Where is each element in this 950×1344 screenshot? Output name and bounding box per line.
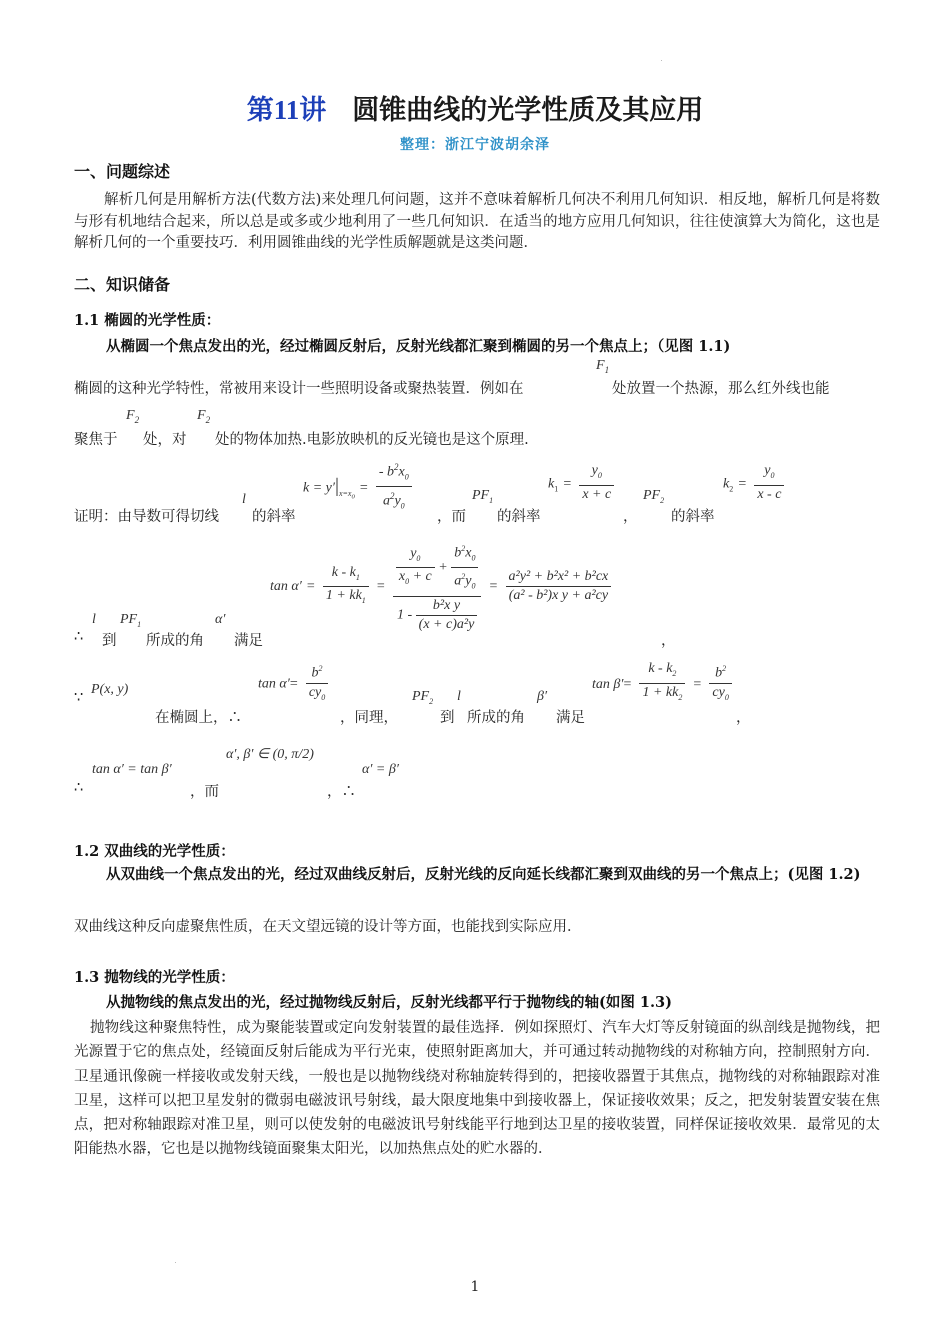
formula-tan-alpha-result: tan α′= $\frac{b^2}{cy_0}$ — [258, 660, 331, 706]
lecture-name: 圆锥曲线的光学性质及其应用 — [352, 95, 704, 126]
proof-text-d: 的斜率 — [497, 509, 541, 525]
formula-alpha-equals-beta: α′ = β′ — [362, 762, 399, 777]
math-l: l — [457, 689, 461, 704]
proof-text-c: ，而 — [437, 509, 466, 525]
math-F1: $F_1$ — [596, 358, 610, 375]
formula-angle-range: α′, β′ ∈ (0, π/2) — [226, 747, 314, 762]
similarly-text: ，同理， — [340, 710, 398, 726]
math-F2: $F_2$ — [126, 408, 140, 425]
math-P: P(x, y) — [91, 682, 129, 697]
decorative-dot — [661, 60, 662, 61]
decorative-dot — [175, 1262, 176, 1263]
parabola-statement: 从抛物线的焦点发出的光，经过抛物线反射后，反射光线都平行于抛物线的轴(如图 1.3) — [106, 994, 672, 1011]
satisfy-text: 满足 — [556, 710, 585, 726]
lecture-number: 第11讲 — [246, 95, 327, 125]
math-l: l — [242, 492, 246, 507]
page-number: 1 — [470, 1279, 480, 1295]
ellipse-line-1a: 椭圆的这种光学特性，常被用来设计一些照明设备或聚热装置．例如在 — [74, 381, 524, 397]
section-heading-1: 一、问题综述 — [74, 162, 171, 181]
math-F2: $F_2$ — [197, 408, 211, 425]
formula-tangent-slope: $k = y'|_{x=x_0}$ = $\frac{- b^2x_0}{a^2y_0}$ — [303, 458, 415, 516]
parabola-body: 抛物线这种聚焦特性，成为聚能装置或定向发射装置的最佳选择．例如探照灯、汽车大灯等反射镜面的纵剖线是抛物线，把光源置于它的焦点处，经镜面反射后能成为平行光束，使照射距离加大，并可通过转动抛物线的对称轴方向，控制照射方向．卫星通讯像碗一样接收或发射天线，一般也是以抛物线绕对称轴旋转得到的，把接收器置于其焦点，抛物线的对称轴跟踪对准卫星，这样可以把卫星发射的微弱电磁波讯号射线，最大限度地集中到接收器上，保证接收效果；反之，把发射装置安装在焦点，把对称轴跟踪对准卫星，则可以使发射的电磁波讯号射线能平行地到达卫星的接收装置，同样保证接收效果．最常见的太阳能热水器，它也是以抛物线镜面聚集太阳光，以加热焦点处的贮水器的． — [74, 1020, 880, 1158]
subtitle: 整理：浙江宁波胡余泽 — [400, 137, 550, 153]
math-PF1: $PF_1$ — [472, 488, 494, 505]
formula-tan-beta: tan β′= $\frac{k - k_2}{1 + kk_2}$ = $\frac{b^2}{cy_0}$ — [592, 660, 735, 707]
therefore-3: ，∴ — [327, 784, 356, 800]
because-symbol: ∵ — [74, 690, 84, 706]
ellipse-line-2c: 处的物体加热.电影放映机的反光镜也是这个原理. — [215, 432, 529, 448]
to-text: 到 — [440, 710, 455, 726]
therefore-1a: ∴ — [74, 629, 84, 645]
proof-text-b: 的斜率 — [252, 509, 296, 525]
comma: ， — [661, 633, 676, 649]
math-beta: β′ — [537, 689, 548, 704]
ellipse-statement: 从椭圆一个焦点发出的光，经过椭圆反射后，反射光线都汇聚到椭圆的另一个焦点上；（见图 1.1) — [106, 338, 731, 355]
proof-text-e: ， — [623, 509, 638, 525]
page-title — [0, 88, 950, 127]
formula-k2: $k_2$ = $\frac{y_0}{x - c}$ — [723, 462, 787, 504]
subsection-heading-1-1: 1.1 椭圆的光学性质： — [74, 312, 221, 329]
therefore-1c: 所成的角 — [146, 633, 204, 649]
formula-tan-alpha-expansion: tan α′ = $\frac{k - k_1}{1 + kk_1}$ = $\frac{y_0}{x_0 + c}$ + $\frac{b^2x_0}{a^2y_0}$ 1 - $\frac{\text{b²x y}}{\text{(x + c)a²y}}$ = $\frac{\text{a²y² + b²x² + b²cx}}{\text{(a² - b²)x y + a²cy}}$ — [270, 540, 614, 634]
section-heading-2: 二、知识储备 — [74, 275, 171, 294]
formula-k1: $k_1$ = $\frac{y_0}{x + c}$ — [548, 462, 617, 504]
subsection-heading-1-3: 1.3 抛物线的光学性质： — [74, 969, 235, 986]
on-ellipse-text: 在椭圆上，∴ — [155, 710, 242, 726]
math-alpha: α′ — [215, 612, 226, 627]
ellipse-line-2a: 聚焦于 — [74, 432, 118, 448]
math-PF1: $PF_1$ — [120, 612, 142, 629]
ellipse-line-1b: 处放置一个热源，那么红外线也能 — [612, 381, 830, 397]
math-PF2: $PF_2$ — [412, 689, 434, 706]
comma: ， — [736, 710, 751, 726]
and-text: ，而 — [190, 784, 219, 800]
hyperbola-body: 双曲线这种反向虚聚焦性质，在天文望远镜的设计等方面，也能找到实际应用． — [74, 919, 582, 935]
therefore-1d: 满足 — [234, 633, 263, 649]
angle-formed-text: 所成的角 — [467, 710, 525, 726]
hyperbola-statement: 从双曲线一个焦点发出的光，经过双曲线反射后，反射光线的反向延长线都汇聚到双曲线的另一个焦点上；(见图 1.2) — [106, 866, 861, 883]
proof-text-f: 的斜率 — [671, 509, 715, 525]
therefore-1b: 到 — [102, 633, 117, 649]
proof-text-a: 证明：由导数可得切线 — [74, 509, 219, 525]
formula-tan-equal: tan α′ = tan β′ — [92, 762, 172, 777]
subsection-heading-1-2: 1.2 双曲线的光学性质： — [74, 843, 235, 860]
ellipse-line-2b: 处，对 — [143, 432, 187, 448]
section-1-body: 解析几何是用解析方法(代数方法)来处理几何问题，这并不意味着解析几何决不利用几何知识．相反地，解析几何是将数与形有机地结合起来，所以总是或多或少地利用了一些几何知识．在适当的地方应用几何知识，往往使演算大为简化，这也是解析几何的一个重要技巧．利用圆锥曲线的光学性质解题就是这类问题． — [74, 192, 880, 251]
therefore-2: ∴ — [74, 780, 84, 796]
math-PF2: $PF_2$ — [643, 488, 665, 505]
math-l: l — [92, 612, 96, 627]
